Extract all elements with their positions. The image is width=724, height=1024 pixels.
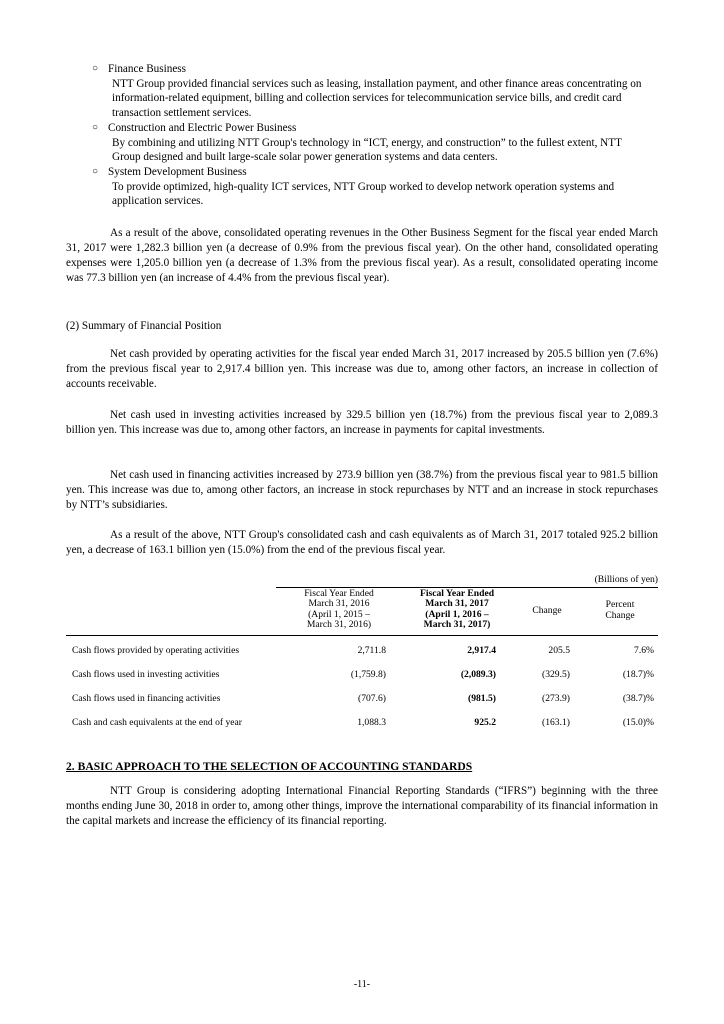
business-item-finance (92, 62, 652, 120)
table-row: Cash flows used in financing activities (707.6) (981.5) (273.9) (38.7)% (72, 693, 654, 705)
section2-heading: 2. BASIC APPROACH TO THE SELECTION OF ACCOUNTING STANDARDS (66, 760, 473, 773)
other-business-summary: As a result of the above, consolidated operating revenues in the Other Business Segment for the fiscal year ended March 31, 2017 were 1,282.3 billion yen (a decrease of 0.9% from the previous fiscal year). On the other hand, consolidated operating expenses were 1,205.0 billion yen (a decrease of 1.3% from the previous fiscal year). As a result, consolidated operating income was 77.3 billion yen (an increase of 4.4% from the previous fiscal year). (66, 227, 658, 284)
bullet-circle-icon: ○ (92, 166, 99, 177)
business-item-construction (92, 121, 652, 165)
business-item-title: System Development Business (108, 166, 247, 178)
section-title: (2) Summary of Financial Position (66, 320, 222, 332)
paragraph-financing: Net cash used in financing activities increased by 273.9 billion yen (38.7%) from the previous fiscal year to 981.5 billion yen. This increase was due to, among other factors, an increase in stock repurchases by NTT and an increase in stock repurchases by NTT’s subsidiaries. (66, 469, 658, 511)
business-item-system-development (92, 165, 652, 209)
business-item-body: NTT Group provided financial services such as leasing, installation payment, and other finance areas concentrating on information-related equipment, billing and collection services for telecommunication service bills, and credit card transaction settlement services. (112, 77, 642, 119)
business-item-title: Construction and Electric Power Business (108, 122, 297, 134)
paragraph-cash-equivalents: As a result of the above, NTT Group's consolidated cash and cash equivalents as of March 31, 2017 totaled 925.2 billion yen, a decrease of 163.1 billion yen (15.0%) from the end of the previous fiscal year. (66, 529, 658, 556)
paragraph-investing: Net cash used in investing activities increased by 329.5 billion yen (18.7%) from the previous fiscal year to 2,089.3 billion yen. This increase was due to, among other factors, an increase in payments for capital investments. (66, 409, 658, 436)
header-percent-change: Percent Change (605, 599, 635, 621)
business-item-body: To provide optimized, high-quality ICT services, NTT Group worked to develop network operation systems and application services. (112, 180, 615, 208)
table-row: Cash and cash equivalents at the end of year 1,088.3 925.2 (163.1) (15.0)% (72, 717, 654, 729)
paragraph-operating: Net cash provided by operating activities for the fiscal year ended March 31, 2017 increased by 205.5 billion yen (7.6%) from the previous fiscal year to 2,917.4 billion yen. This increase was due to, among other factors, an increase in collection of accounts receivable. (66, 348, 658, 390)
business-item-title: Finance Business (108, 63, 186, 75)
cash-flow-table (66, 587, 658, 735)
bullet-circle-icon: ○ (92, 122, 99, 133)
section2-body: NTT Group is considering adopting International Financial Reporting Standards (“IFRS”) beginning with the three months ending June 30, 2018 in order to, among other things, improve the international comparability of its financial information in the capital markets and increase the efficiency of its financial reporting. (66, 785, 658, 827)
header-fy2016: Fiscal Year Ended March 31, 2016 (April 1, 2015 – March 31, 2016) (304, 588, 374, 631)
header-fy2017: Fiscal Year Ended March 31, 2017 (April 1, 2016 – March 31, 2017) (419, 588, 495, 631)
page-number: -11- (353, 979, 371, 990)
bullet-circle-icon: ○ (92, 63, 99, 74)
table-row: Cash flows provided by operating activities 2,711.8 2,917.4 205.5 7.6% (72, 645, 654, 657)
table-row: Cash flows used in investing activities (1,759.8) (2,089.3) (329.5) (18.7)% (72, 669, 654, 681)
business-item-body: By combining and utilizing NTT Group's technology in “ICT, energy, and construction” to the fullest extent, NTT Group designed and built large-scale solar power generation systems and data centers. (112, 136, 622, 164)
header-change: Change (532, 604, 562, 616)
table-units: (Billions of yen) (594, 574, 658, 585)
